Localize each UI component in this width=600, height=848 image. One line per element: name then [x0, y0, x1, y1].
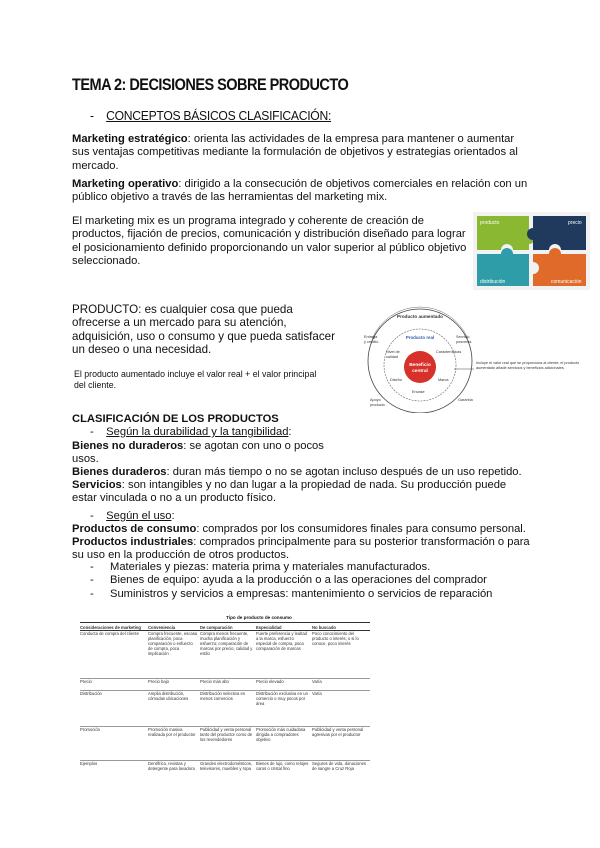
- diagram-label-apoyo: Apoyo: [370, 398, 381, 402]
- table-header: Especialidad: [256, 625, 282, 630]
- table-row: [80, 631, 370, 679]
- marketing-mix-puzzle-image: [473, 212, 590, 290]
- text-servicios: : son intangibles y no dan lugar a la propiedad de nada. Su producción puede estar vinculada o no a un producto físico.: [72, 479, 507, 505]
- table-cell: Publicidad y venta personal agresivas por el productor: [312, 727, 364, 737]
- paragraph-bienes-duraderos: [72, 466, 552, 479]
- text-productos-industriales: : comprados principalmente para su posterior transformación o para su uso en la producción de otros productos.: [72, 536, 530, 562]
- table-cell: Varía: [312, 679, 322, 684]
- table-header: No buscado: [312, 625, 336, 630]
- table-header-row: [80, 625, 370, 631]
- diagram-label-calidad: calidad: [386, 355, 399, 359]
- diagram-side-note: Incluye el valor real que se proporciona al cliente; el producto aumentado añade servicios y beneficios adicionales.: [476, 361, 580, 370]
- term-bienes-no-duraderos: Bienes no duraderos: [72, 440, 184, 452]
- diagram-core-line1: Beneficio: [409, 363, 431, 368]
- paragraph-bienes-no-duraderos: [72, 440, 334, 467]
- table-cell: Grandes electrodomésticos, televisores, muebles y ropa: [200, 761, 253, 771]
- table-row: [80, 727, 370, 761]
- puzzle-label-distribucion: distribución: [480, 279, 506, 285]
- table: [80, 625, 370, 791]
- table-cell: Bienes de lujo, como relojes caros o cristal fino: [256, 761, 309, 771]
- table-cell: Amplia distribución, cómodas ubicaciones: [148, 691, 189, 701]
- table-cell: Precio elevado: [256, 679, 284, 684]
- table-cell: Distribución selectiva en menos comercios: [200, 691, 246, 701]
- puzzle-label-producto: producto: [480, 220, 500, 226]
- table-cell: Poco conocimiento del producto o interés; o si lo conoce, poco interés: [312, 631, 359, 646]
- table-cell: Publicidad y venta personal tanto del productor como de los revendedores: [200, 727, 253, 742]
- diagram-label-garantia: Garantía: [458, 398, 473, 402]
- colon-uso: :: [171, 510, 175, 522]
- puzzle-label-precio: precio: [568, 220, 582, 226]
- table-cell: Fuerte preferencia y lealtad a la marca, esfuerzo especial de compra, poca comparación de marcas: [256, 631, 307, 651]
- diagram-label-posventa: posventa: [456, 340, 472, 344]
- diagram-label-outer: Producto aumentado: [397, 314, 443, 319]
- colon-durabilidad: :: [288, 426, 292, 438]
- diagram-label-caracteristicas: Características: [436, 350, 462, 354]
- list-item-text: Suministros y servicios a empresas: mantenimiento o servicios de reparación: [110, 587, 493, 600]
- paragraph-marketing-mix: El marketing mix es un programa integrado y coherente de creación de productos, fijación de precios, comunicación y distribución diseñado para lograr el posicionamiento definido proporcionando un valor superior al público objetivo seleccionado.: [72, 215, 467, 267]
- list-item-text: Bienes de equipo: ayuda a la producción o a las operaciones del comprador: [110, 574, 487, 587]
- table-caption: Tipo de producto de consumo: [80, 615, 370, 623]
- term-marketing-estrategico: Marketing estratégico: [72, 133, 188, 145]
- diagram-label-nivel: Nivel de: [386, 350, 400, 354]
- table-cell: Promoción masiva realizada por el productor: [148, 727, 196, 737]
- heading-clasificacion: CLASIFICACIÓN DE LOS PRODUCTOS: [72, 413, 279, 425]
- text-bienes-duraderos: : duran más tiempo o no se agotan incluso después de un uso repetido.: [166, 466, 522, 478]
- table-header: Consideraciones de marketing: [80, 625, 141, 630]
- list-item: - Materiales y piezas: materia prima y materiales manufacturados.: [90, 561, 431, 573]
- diagram-label-middle: Producto real: [405, 335, 435, 340]
- term-productos-industriales: Productos industriales: [72, 536, 194, 548]
- table-row: [80, 761, 370, 791]
- list-item-text: Materiales y piezas: materia prima y materiales manufacturados.: [110, 561, 431, 573]
- diagram-label-diseno: Diseño: [390, 378, 402, 382]
- diagram-label-entrega: Entrega: [364, 335, 378, 339]
- paragraph-marketing-operativo: [72, 178, 532, 205]
- diagram-label-servicio: Servicio: [456, 335, 470, 339]
- text-bienes-no-duraderos: : se agotan con uno o pocos usos.: [72, 440, 324, 466]
- note-producto-aumentado: El producto aumentado incluye el valor real + el valor principal del cliente.: [74, 369, 317, 390]
- table-cell: Precio: [80, 679, 92, 684]
- table-row: [80, 691, 370, 727]
- term-servicios: Servicios: [72, 479, 122, 491]
- table-header: Conveniencia: [148, 625, 176, 630]
- text-durabilidad: Según la durabilidad y la tangibilidad: [106, 426, 289, 438]
- label-durabilidad: [90, 426, 292, 439]
- text-marketing-operativo: : dirigido a la consecución de objetivos comerciales en relación con un público objetivo a través de las herramientas del marketing mix.: [72, 178, 528, 204]
- diagram-label-credito: y crédito: [364, 340, 379, 344]
- page-title: TEMA 2: DECISIONES SOBRE PRODUCTO: [72, 76, 349, 94]
- text-uso: Según el uso: [106, 510, 172, 522]
- diagram-core-line2: central: [412, 369, 428, 374]
- subtitle-text: CONCEPTOS BÁSICOS CLASIFICACIÓN:: [106, 108, 332, 123]
- table-cell: Promoción: [80, 727, 101, 732]
- term-bienes-duraderos: Bienes duraderos: [72, 466, 167, 478]
- term-productos-consumo: Productos de consumo: [72, 523, 197, 535]
- term-marketing-operativo: Marketing operativo: [72, 178, 179, 190]
- diagram-label-apoyo-producto: producto: [370, 403, 385, 407]
- product-levels-diagram: [350, 303, 590, 413]
- dash-uso: -: [90, 510, 94, 522]
- subtitle-dash: -: [90, 108, 94, 123]
- paragraph-productos-industriales: [72, 536, 540, 563]
- table-cell: Distribución exclusiva en un comercio o muy pocos por área: [256, 691, 308, 706]
- label-uso: [90, 510, 175, 523]
- table-cell: Dentífrico, revistas y detergente para lavadora: [148, 761, 195, 771]
- table-cell: Precio bajo: [148, 679, 169, 684]
- section-subtitle: [90, 108, 331, 123]
- paragraph-productos-consumo: [72, 523, 552, 536]
- table-cell: Distribución: [80, 691, 102, 696]
- puzzle-label-comunicacion: comunicación: [551, 279, 582, 285]
- paragraph-marketing-estrategico: [72, 133, 532, 173]
- table-cell: Ejemplos: [80, 761, 98, 766]
- table-cell: Compra frecuente, escasa planificación, poca comparación o esfuerzo de compra, poca implicación: [148, 631, 198, 656]
- table-header: De comparación: [200, 625, 233, 630]
- bullet-list-industriales: [90, 561, 530, 601]
- text-productos-consumo: : comprados por los consumidores finales para consumo personal.: [196, 523, 526, 535]
- diagram-label-marca: Marca: [438, 378, 449, 382]
- table-row: [80, 679, 370, 691]
- table-cell: Conducta de compra del cliente: [80, 631, 139, 636]
- list-item: - Suministros y servicios a empresas: mantenimiento o servicios de reparación: [90, 587, 493, 600]
- paragraph-producto: PRODUCTO: es cualquier cosa que pueda ofrecerse a un mercado para su atención, adquisición, uso o consumo y que pueda satisfacer un deseo o una necesidad.: [72, 303, 335, 357]
- consumer-products-table: [80, 615, 370, 791]
- table-cell: Promoción más cuidadosa dirigida a compradores objetivo: [256, 727, 306, 742]
- diagram-label-envase: Envase: [412, 390, 425, 394]
- dash-durabilidad: -: [90, 426, 94, 438]
- table-cell: Varía: [312, 691, 322, 696]
- paragraph-servicios: [72, 479, 534, 506]
- text-marketing-estrategico: : orienta las actividades de la empresa para mantener o aumentar sus ventajas competitivas mediante la formulación de objetivos y estrategias orientados al mercado.: [72, 133, 518, 172]
- list-item: - Bienes de equipo: ayuda a la producción o a las operaciones del comprador: [90, 574, 487, 587]
- table-cell: Precio más alto: [200, 679, 229, 684]
- table-cell: Compra menos frecuente, mucha planificación y esfuerzo; comparación de marcas por precio, calidad y estilo: [200, 631, 253, 656]
- table-cell: Seguros de vida, donaciones de sangre a Cruz Roja: [312, 761, 367, 771]
